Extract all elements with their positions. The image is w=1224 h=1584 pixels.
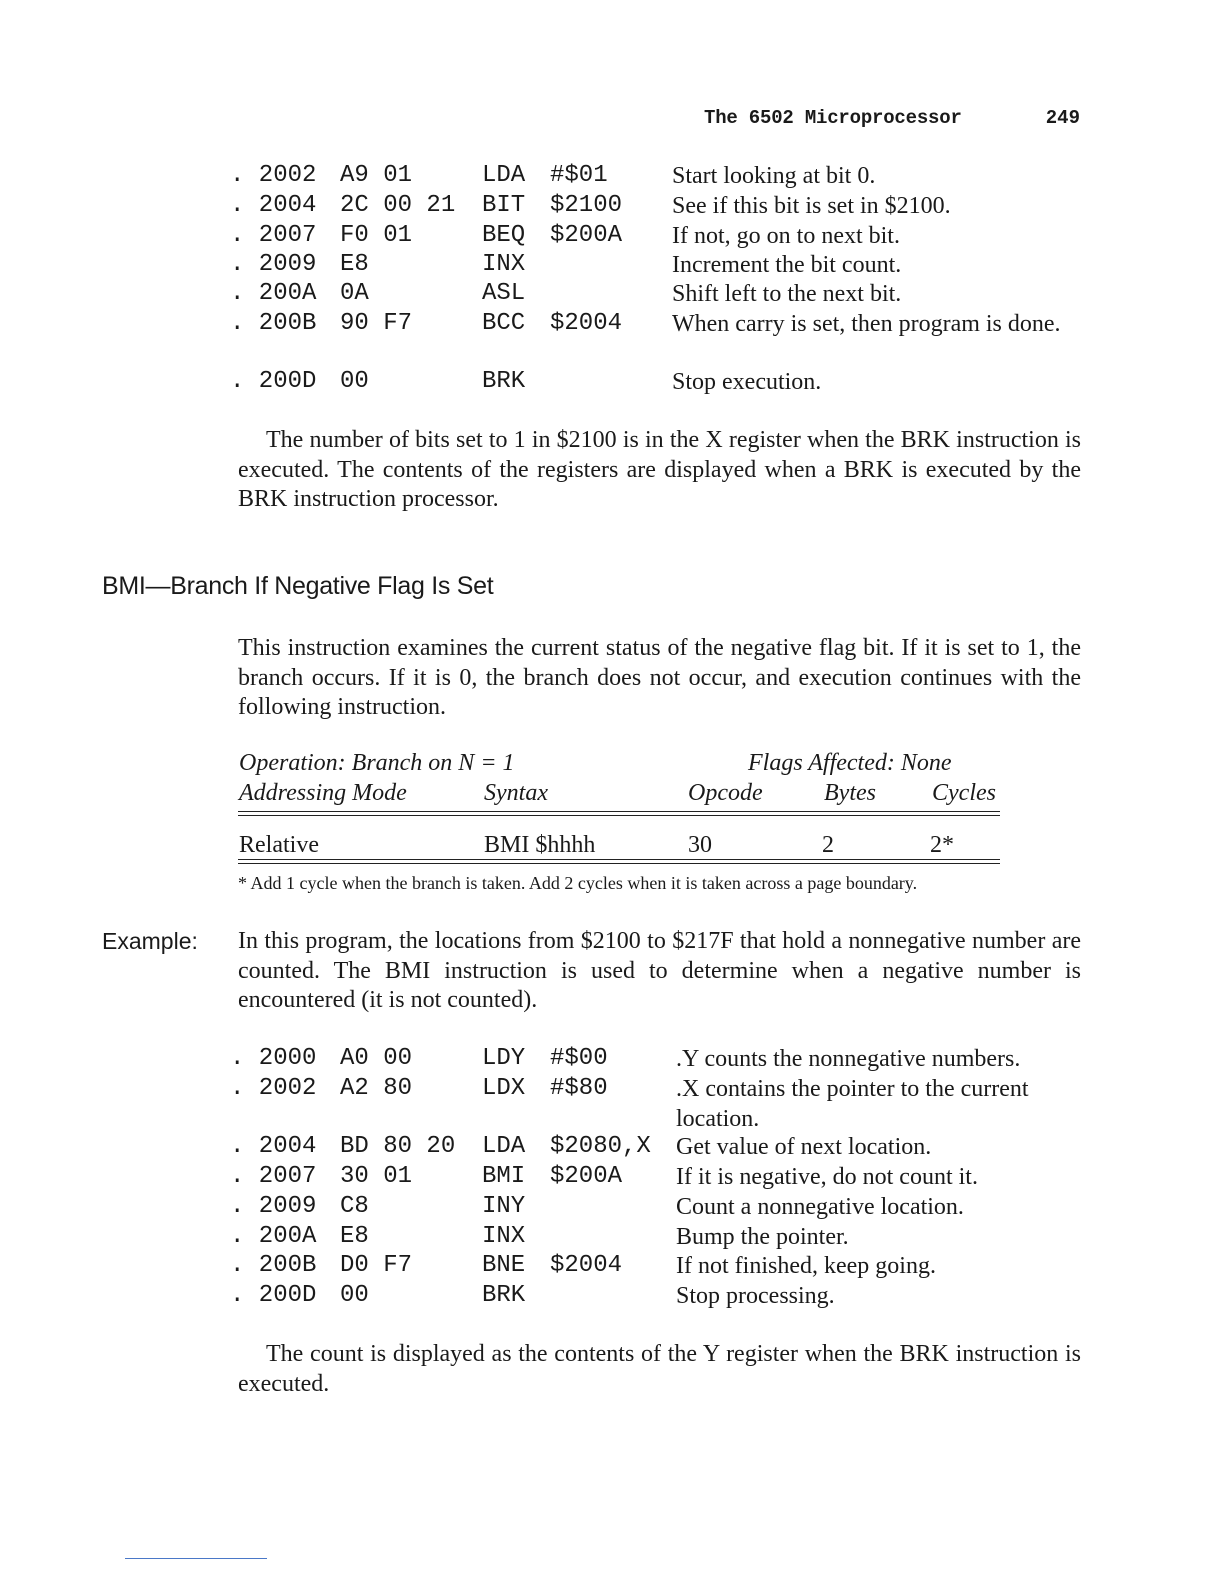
- code-mnemonic: BIT: [482, 192, 526, 219]
- column-header-syntax: Syntax: [484, 780, 548, 806]
- code-address: . 2004: [230, 192, 317, 219]
- code-operand: $2080,X: [550, 1133, 651, 1160]
- code-address: . 2002: [230, 1075, 317, 1102]
- code-mnemonic: BCC: [482, 310, 526, 337]
- code-comment: Count a nonnegative location.: [676, 1194, 964, 1220]
- operation-label: Operation: Branch on N = 1: [239, 750, 515, 776]
- code-bytes: 00: [340, 1282, 369, 1309]
- code-line: [230, 1193, 1090, 1223]
- code-line: [230, 1163, 1090, 1193]
- column-header-opcode: Opcode: [688, 780, 763, 806]
- code-line: [230, 1075, 1090, 1135]
- code-bytes: A9 01: [340, 162, 413, 189]
- code-line: [230, 310, 1090, 370]
- code-line: [230, 1252, 1090, 1282]
- code-bytes: F0 01: [340, 222, 413, 249]
- code-bytes: A2 80: [340, 1075, 413, 1102]
- table-rule: [238, 863, 1000, 864]
- code-address: . 200D: [230, 1282, 317, 1309]
- code-mnemonic: BEQ: [482, 222, 526, 249]
- code-address: . 2009: [230, 251, 317, 278]
- code-line: [230, 192, 1090, 222]
- code-mnemonic: LDY: [482, 1045, 526, 1072]
- code-line: [230, 222, 1090, 252]
- code-bytes: BD 80 20: [340, 1133, 456, 1160]
- code-operand: #$00: [550, 1045, 608, 1072]
- code-bytes: 2C 00 21: [340, 192, 456, 219]
- code-address: . 200A: [230, 1223, 317, 1250]
- code-operand: $2100: [550, 192, 623, 219]
- code-bytes: E8: [340, 1223, 369, 1250]
- code-mnemonic: BNE: [482, 1252, 526, 1279]
- listing1-explanation: The number of bits set to 1 in $2100 is in the X register when the BRK instruction is executed. The contents of the registers are displayed when a BRK is executed by the BRK instruction processor.: [238, 427, 1081, 512]
- instruction-reference-table: [238, 750, 1000, 868]
- code-line: [230, 1282, 1090, 1312]
- code-comment: Shift left to the next bit.: [672, 281, 902, 307]
- cell-opcode: 30: [688, 832, 712, 858]
- code-operand: $200A: [550, 222, 623, 249]
- code-line: [230, 162, 1090, 192]
- code-bytes: 30 01: [340, 1163, 413, 1190]
- cell-bytes: 2: [822, 832, 834, 858]
- column-header-bytes: Bytes: [824, 780, 876, 806]
- code-mnemonic: BRK: [482, 1282, 526, 1309]
- code-address: . 2009: [230, 1193, 317, 1220]
- code-line: [230, 1133, 1090, 1163]
- code-mnemonic: BMI: [482, 1163, 526, 1190]
- code-mnemonic: LDX: [482, 1075, 526, 1102]
- table-rule: [238, 815, 1000, 816]
- example-text: In this program, the locations from $2100 to $217F that hold a nonnegative number are counted. The BMI instruction is used to determine when a negative number is encountered (it is not counted).: [238, 928, 1081, 1013]
- table-rule: [238, 859, 1000, 860]
- code-bytes: C8: [340, 1193, 369, 1220]
- code-comment: Get value of next location.: [676, 1134, 932, 1160]
- section-heading: BMI—Branch If Negative Flag Is Set: [102, 572, 494, 600]
- code-operand: $200A: [550, 1163, 623, 1190]
- code-mnemonic: INX: [482, 251, 526, 278]
- running-header-title: The 6502 Microprocessor: [704, 107, 962, 129]
- column-header-cycles: Cycles: [932, 780, 996, 806]
- section-description: This instruction examines the current status of the negative flag bit. If it is set to 1, the branch occurs. If it is 0, the branch does not occur, and execution continues with the following instruction.: [238, 635, 1081, 720]
- table-rule: [238, 811, 1000, 812]
- code-address: . 2007: [230, 222, 317, 249]
- cell-syntax: BMI $hhhh: [484, 832, 596, 858]
- code-comment: If not finished, keep going.: [676, 1253, 936, 1279]
- code-bytes: D0 F7: [340, 1252, 413, 1279]
- example-label: Example:: [102, 928, 198, 954]
- code-address: . 2007: [230, 1163, 317, 1190]
- code-bytes: 00: [340, 368, 369, 395]
- code-operand: #$01: [550, 162, 608, 189]
- code-operand: $2004: [550, 310, 623, 337]
- code-comment: Start looking at bit 0.: [672, 163, 876, 189]
- code-address: . 2004: [230, 1133, 317, 1160]
- table-footnote: * Add 1 cycle when the branch is taken. Add 2 cycles when it is taken across a page boundary.: [238, 873, 918, 893]
- code-bytes: A0 00: [340, 1045, 413, 1072]
- code-operand: $2004: [550, 1252, 623, 1279]
- code-mnemonic: ASL: [482, 280, 526, 307]
- column-header-addressing-mode: Addressing Mode: [239, 780, 407, 806]
- code-comment: If it is negative, do not count it.: [676, 1164, 978, 1190]
- code-address: . 2002: [230, 162, 317, 189]
- cell-addressing-mode: Relative: [239, 832, 319, 858]
- code-comment: Stop processing.: [676, 1283, 835, 1309]
- code-address: . 200B: [230, 310, 317, 337]
- cell-cycles: 2*: [930, 832, 954, 858]
- code-line: [230, 1223, 1090, 1253]
- code-address: . 200A: [230, 280, 317, 307]
- running-header: [700, 107, 1082, 133]
- code-line: [230, 251, 1090, 281]
- code-bytes: 90 F7: [340, 310, 413, 337]
- code-bytes: 0A: [340, 280, 369, 307]
- code-comment: If not, go on to next bit.: [672, 223, 900, 249]
- code-mnemonic: INY: [482, 1193, 526, 1220]
- listing2-explanation: The count is displayed as the contents of the Y register when the BRK instruction is executed.: [238, 1341, 1081, 1397]
- code-comment: .Y counts the nonnegative numbers.: [676, 1046, 1021, 1072]
- code-comment: Stop execution.: [672, 369, 822, 395]
- code-operand: #$80: [550, 1075, 608, 1102]
- code-comment: .X contains the pointer to the current location.: [676, 1076, 1029, 1132]
- code-mnemonic: LDA: [482, 162, 526, 189]
- code-comment: Bump the pointer.: [676, 1224, 849, 1250]
- code-line: [230, 368, 1090, 398]
- code-address: . 2000: [230, 1045, 317, 1072]
- code-address: . 200D: [230, 368, 317, 395]
- code-comment: See if this bit is set in $2100.: [672, 193, 951, 219]
- code-mnemonic: LDA: [482, 1133, 526, 1160]
- flags-affected-label: Flags Affected: None: [748, 750, 952, 776]
- code-mnemonic: BRK: [482, 368, 526, 395]
- code-line: [230, 280, 1090, 310]
- page-number: 249: [1045, 107, 1080, 129]
- scan-edge-line: [125, 1558, 267, 1559]
- code-comment: When carry is set, then program is done.: [672, 311, 1061, 337]
- code-line: [230, 1045, 1090, 1075]
- code-mnemonic: INX: [482, 1223, 526, 1250]
- code-bytes: E8: [340, 251, 369, 278]
- code-address: . 200B: [230, 1252, 317, 1279]
- code-comment: Increment the bit count.: [672, 252, 902, 278]
